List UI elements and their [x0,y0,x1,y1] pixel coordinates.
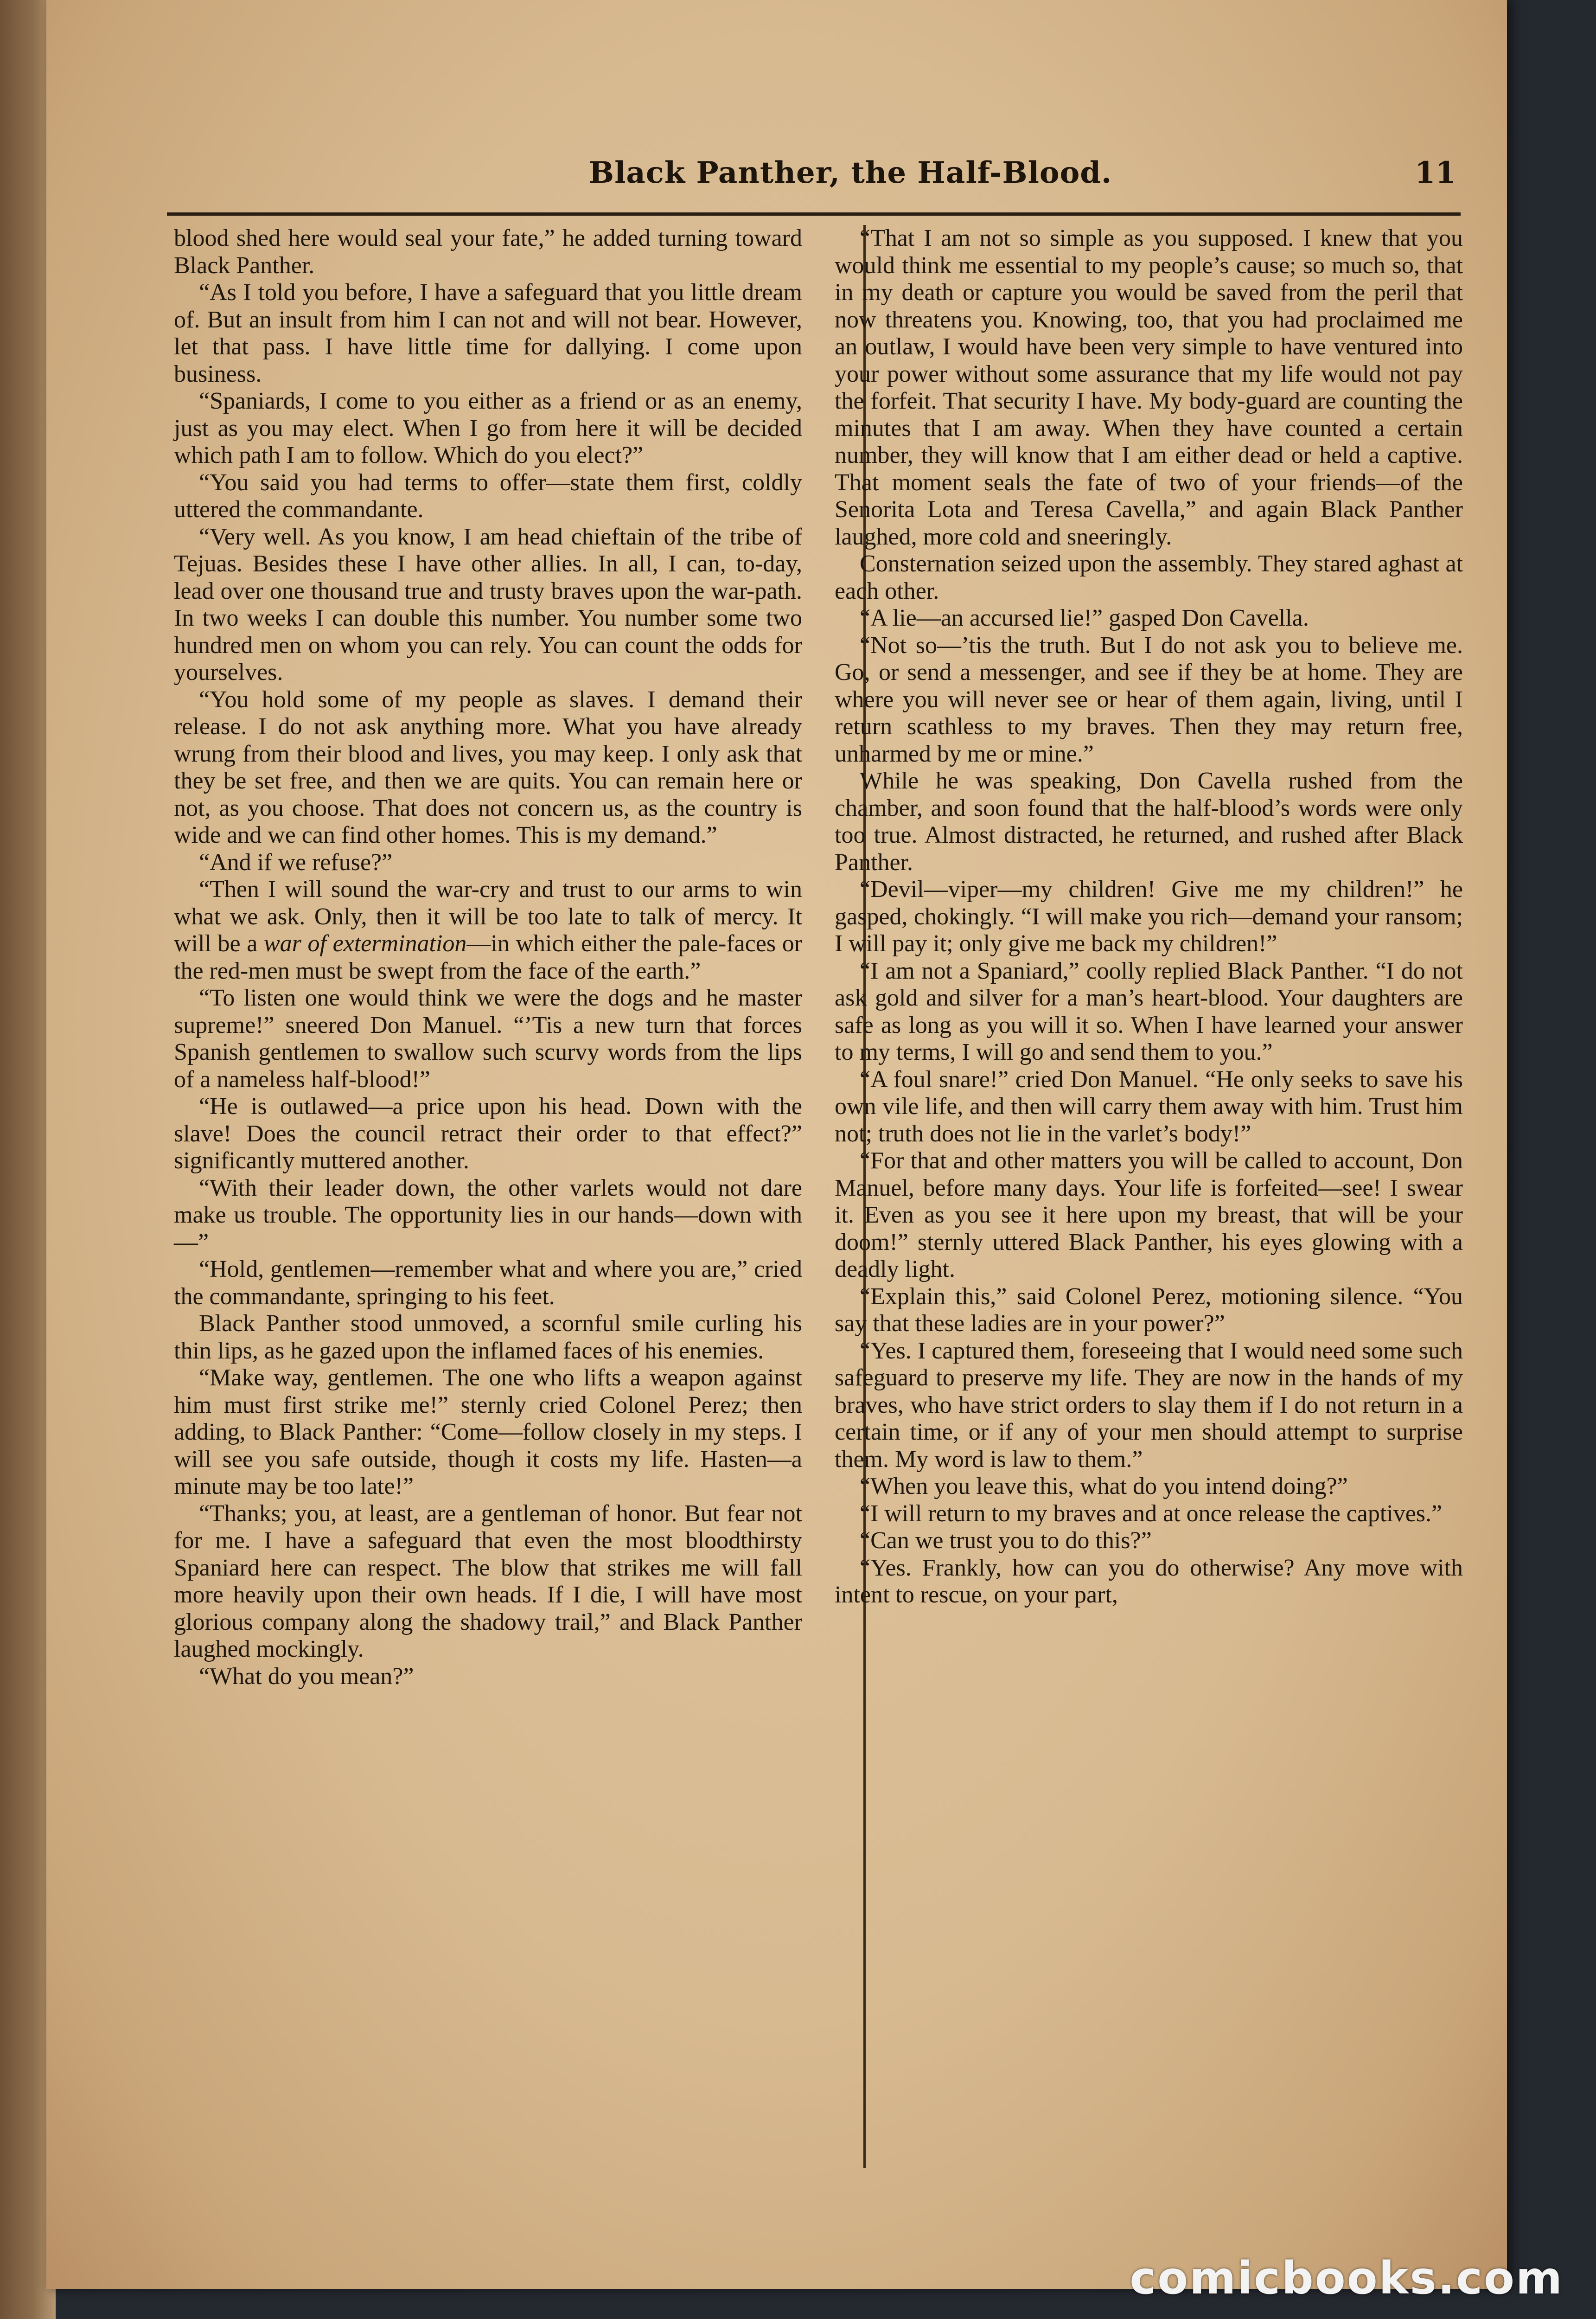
paragraph: “When you leave this, what do you intend doing?” [860,1473,1348,1499]
paragraph: “Not so—’tis the truth. But I do not ask you to believe me. Go, or send a messenger, and see if they be at home. They are where you will never see or hear of them again, living, until I return scathless to my braves. Then they may return free, unharmed by me or mine.” [835,632,1463,767]
paragraph-text: “Then I will sound the war-cry and trust to our arms to win what we ask. Only, then it will be too late to talk of mercy. It will be a [174,876,802,957]
text-columns [174,225,1461,2173]
paragraph: “As I told you before, I have a safeguard that you little dream of. But an insult from him I can not and will not bear. However, let that pass. I have little time for dallying. I come upon business. [174,279,802,387]
paragraph: “To listen one would think we were the dogs and he master supreme!” sneered Don Manuel. “’Tis a new turn that forces Spanish gentlemen to swallow such scurvy words from the lips of a nameless half-blood!” [174,985,802,1093]
paragraph: While he was speaking, Don Cavella rushed from the chamber, and soon found that the half-blood’s words were only too true. Almost distracted, he returned, and rushed after Black Panther. [835,768,1463,876]
paragraph: “Yes. Frankly, how can you do otherwise? Any move with intent to rescue, on your part, [835,1554,1463,1608]
paragraph: “Very well. As you know, I am head chieftain of the tribe of Tejuas. Besides these I have other allies. In all, I can, to-day, lead over one thousand true and trusty braves upon the war-path. In two weeks I can double this number. You number some two hundred men on whom you can rely. You can count the odds for yourselves. [174,523,802,685]
book-page [46,0,1507,2289]
paragraph: “You said you had terms to offer—state them first, coldly uttered the commandante. [174,469,802,523]
left-column [174,225,802,2173]
paragraph: “And if we refuse?” [199,849,393,876]
page-number: 11 [1414,155,1456,190]
paragraph: “Make way, gentlemen. The one who lifts a weapon against him must first strike me!” sternly cried Colonel Perez; then adding, to Black Panther: “Come—follow closely in my steps. I will see you safe outside, though it costs my life. Hasten—a minute may be too late!” [174,1364,802,1499]
paragraph: “He is outlawed—a price upon his head. Down with the slave! Does the council retract their order to that effect?” significantly muttered another. [174,1093,802,1174]
paragraph: “Spaniards, I come to you either as a friend or as an enemy, just as you may elect. When I go from here it will be decided which path I am to follow. Which do you elect?” [174,388,802,468]
running-title: Black Panther, the Half-Blood. [589,155,1112,190]
paragraph: Black Panther stood unmoved, a scornful smile curling his thin lips, as he gazed upon the inflamed faces of his enemies. [174,1310,802,1364]
paragraph: “I am not a Spaniard,” coolly replied Black Panther. “I do not ask gold and silver for a man’s heart-blood. Your daughters are safe as long as you will it so. When I have learned your answer to my terms, I will go and send them to you.” [835,957,1463,1065]
paragraph: “A lie—an accursed lie!” gasped Don Cavella. [860,605,1309,631]
paragraph: “Can we trust you to do this?” [860,1527,1152,1554]
paragraph: “Hold, gentlemen—remember what and where you are,” cried the commandante, springing to his feet. [174,1256,802,1310]
paragraph: Consternation seized upon the assembly. They stared aghast at each other. [835,551,1463,604]
paragraph: “Thanks; you, at least, are a gentleman of honor. But fear not for me. I have a safeguard that even the most bloodthirsty Spaniard here can respect. The blow that strikes me will fall more heavily upon their own heads. If I die, I will have most glorious company along the shadowy trail,” and Black Panther laughed mockingly. [174,1500,802,1662]
paragraph: blood shed here would seal your fate,” he added turning toward Black Panther. [174,225,802,279]
paragraph: “I will return to my braves and at once release the captives.” [860,1500,1443,1527]
paragraph: “With their leader down, the other varlets would not dare make us trouble. The opportunity lies in our hands—down with—” [174,1174,802,1256]
paragraph [174,876,802,985]
paragraph: “What do you mean?” [199,1663,414,1690]
site-watermark: comicbooks.com [1130,2252,1564,2304]
paragraph: “Yes. I captured them, foreseeing that I would need some such safeguard to preserve my life. They are now in the hands of my braves, who have strict orders to slay them if I do not return in a certain time, or if any of your men should attempt to surprise them. My word is law to them.” [835,1337,1463,1473]
paragraph: “Explain this,” said Colonel Perez, motioning silence. “You say that these ladies are in your power?” [835,1283,1463,1337]
right-column [835,225,1463,2173]
paragraph: “Devil—viper—my children! Give me my children!” he gasped, chokingly. “I will make you rich—demand your ransom; I will pay it; only give me back my children!” [835,876,1463,957]
paragraph: “You hold some of my people as slaves. I demand their release. I do not ask anything more. What you have already wrung from their blood and lives, you may keep. I only ask that they be set free, and then we are quits. You can remain here or not, as you choose. That does not concern us, as the country is wide and we can find other homes. This is my demand.” [174,686,802,848]
paragraph-text: —in which either the pale-faces or the red-men must be swept from the face of the earth.” [174,930,803,984]
paragraph: “A foul snare!” cried Don Manuel. “He only seeks to save his own vile life, and then will carry them away with him. Trust him not; truth does not lie in the varlet’s body!” [835,1066,1463,1147]
page-header [176,155,1456,206]
italic-phrase: war of extermination [263,930,467,957]
paragraph: “For that and other matters you will be called to account, Don Manuel, before many days. Your life is forfeited—see! I swear it. Even as you see it here upon my breast, that will be your doom!” sternly uttered Black Panther, his eyes glowing with a deadly light. [835,1147,1463,1282]
paragraph: “That I am not so simple as you supposed. I knew that you would think me essential to my people’s cause; so much so, that in my death or capture you would be saved from the peril that now threatens you. Knowing, too, that you had proclaimed me an outlaw, I would have been very simple to have ventured into your power without some assurance that my life would not pay the forfeit. That security I have. My body-guard are counting the minutes that I am away. When they have counted a certain number, they will know that I am either dead or held a captive. That moment seals the fate of two of your friends—of the Senorita Lota and Teresa Cavella,” and again Black Panther laughed, more cold and sneeringly. [835,225,1463,550]
header-rule [167,212,1461,216]
